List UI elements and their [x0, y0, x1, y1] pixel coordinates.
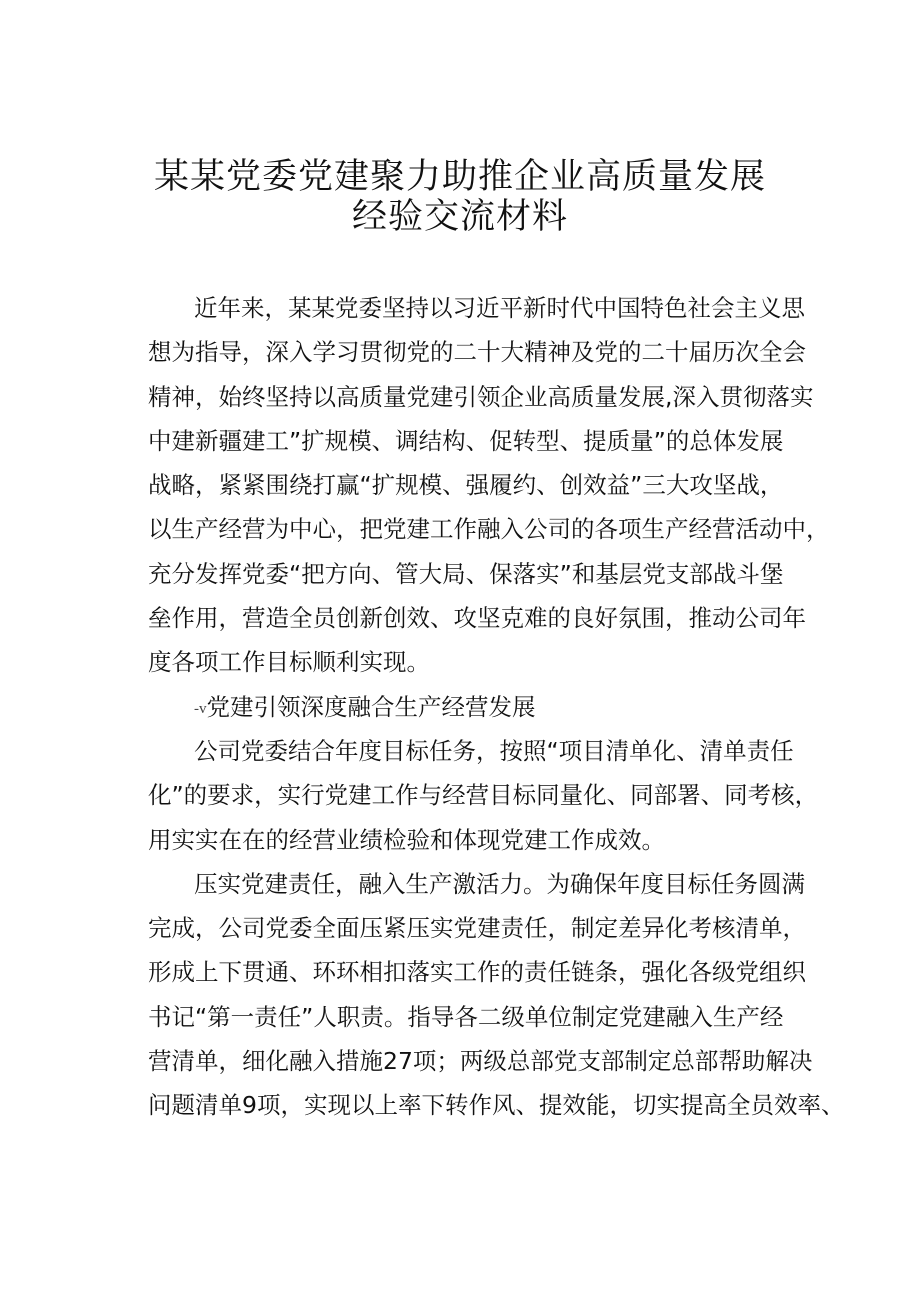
paragraph-line: 战略，紧紧围绕打赢“扩规模、强履约、创效益”三大攻坚战， — [148, 471, 784, 500]
paragraph-line: 用实实在在的经营业绩检验和体现党建工作成效。 — [148, 825, 665, 854]
paragraph-line: 以生产经营为中心，把党建工作融入公司的各项生产经营活动中， — [148, 515, 830, 544]
paragraph-line: 完成，公司党委全面压紧压实党建责任，制定差异化考核清单， — [148, 914, 806, 943]
paragraph-line: 中建新疆建工”扩规模、调结构、促转型、提质量”的总体发展 — [148, 426, 784, 455]
paragraph-line: 公司党委结合年度目标任务，按照“项目清单化、清单责任 — [194, 736, 794, 765]
paragraph-line: 问题清单9项，实现以上率下转作风、提效能，切实提高全员效率、 — [148, 1091, 845, 1120]
paragraph-line: 近年来，某某党委坚持以习近平新时代中国特色社会主义思 — [194, 294, 805, 322]
paragraph-line: 度各项工作目标顺利实现。 — [148, 648, 430, 677]
heading-number-mark: -v — [194, 700, 207, 717]
document-title-line2: 经验交流材料 — [351, 197, 568, 237]
paragraph-line: 想为指导，深入学习贯彻党的二十大精神及党的二十届历次全会 — [148, 338, 806, 367]
section-heading — [148, 685, 808, 729]
paragraph-line: 充分发挥党委“把方向、管大局、保落实”和基层党支部战斗堡 — [148, 559, 784, 588]
paragraph-line: 压实党建责任，融入生产激活力。为确保年度目标任务圆满 — [194, 869, 805, 898]
paragraph-line: 形成上下贯通、环环相扣落实工作的责任链条，强化各级党组织 — [148, 958, 806, 987]
paragraph-line: 化”的要求，实行党建工作与经营目标同量化、同部署、同考核， — [148, 781, 819, 810]
document-title-line1: 某某党委党建聚力助推企业高质量发展 — [153, 157, 766, 197]
paragraph-line: 垒作用，营造全员创新创效、攻坚克难的良好氛围，推动公司年 — [148, 604, 806, 633]
paragraph-line: 书记“第一责任”人职责。指导各二级单位制定党建融入生产经 — [148, 1002, 784, 1031]
paragraph-line: 营清单，细化融入措施27项；两级总部党支部制定总部帮助解决 — [148, 1047, 813, 1076]
section-heading-text: 党建引领深度融合生产经营发展 — [206, 692, 536, 721]
paragraph-line: 精神，始终坚持以高质量党建引领企业高质量发展,深入贯彻落实 — [148, 382, 814, 411]
document-body — [148, 286, 845, 1128]
